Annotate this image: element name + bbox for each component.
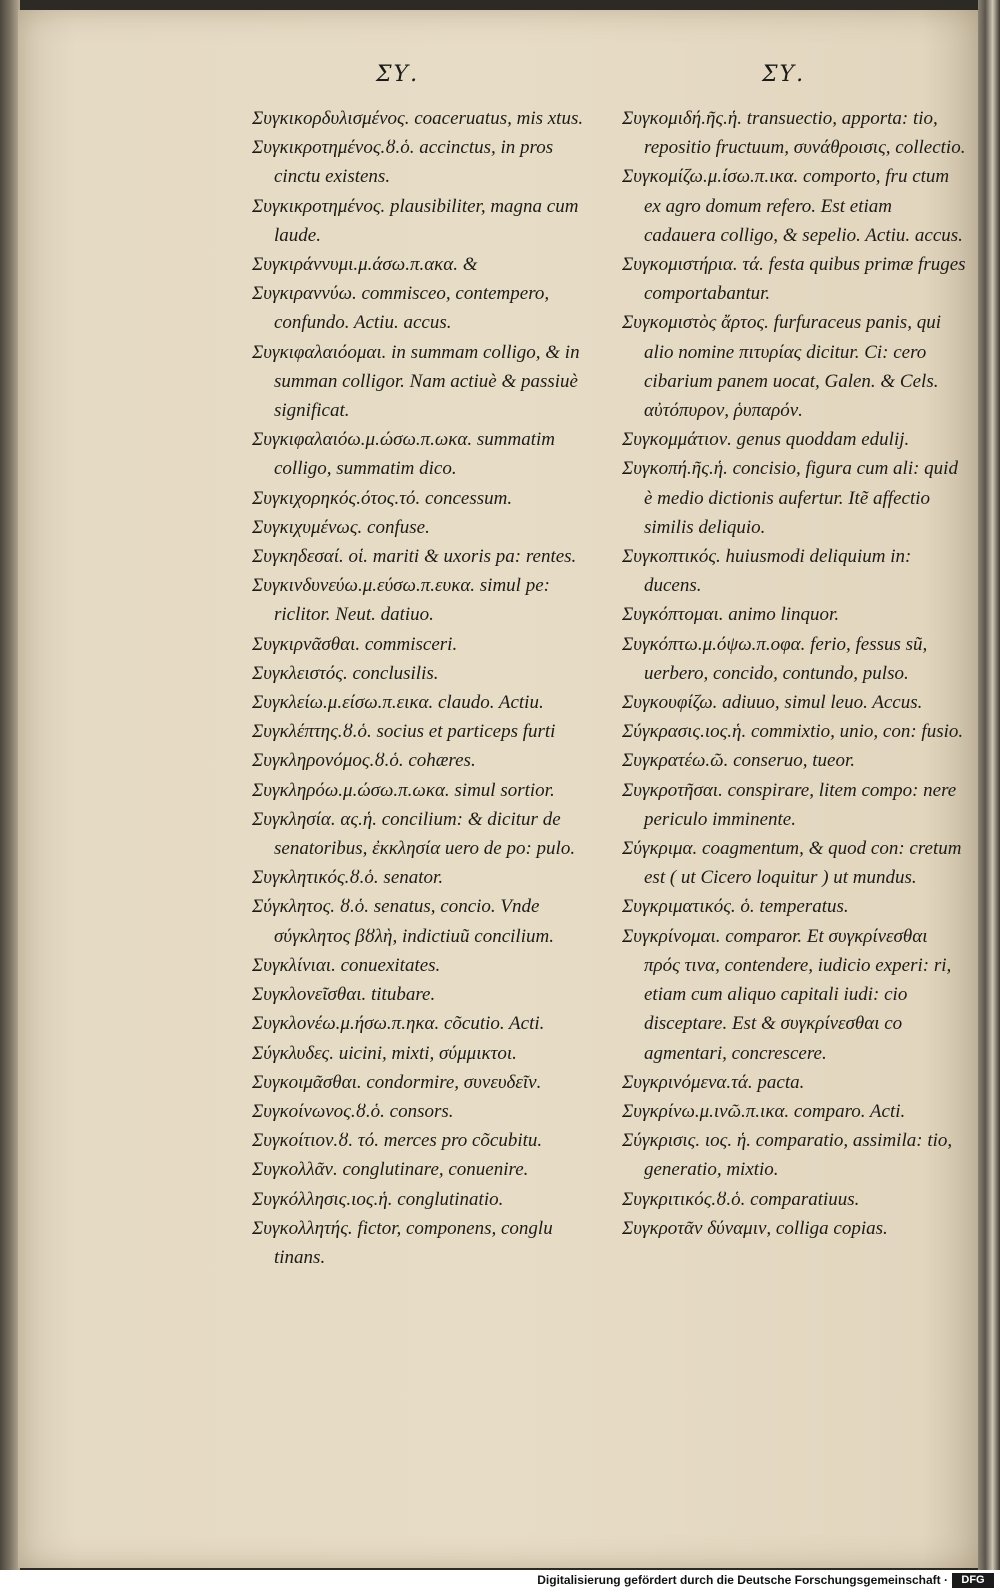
dictionary-entry: Συγκόπτω.μ.όψω.π.οφα. ferio, fessus sũ, uerbero, concido, contundo, pulso. xyxy=(622,633,928,684)
dfg-logo: DFG xyxy=(952,1573,994,1588)
dictionary-column-left xyxy=(252,104,602,1272)
dictionary-entry: Συγκιράννυμι.μ.άσω.π.ακα. & xyxy=(252,254,478,276)
dictionary-entry: Συγκομίζω.μ.ίσω.π.ικα. comporto, fru ctum ex agro domum refero. Est etiam cadauera colligo, & sepelio. Actiu. accus. xyxy=(622,166,963,246)
dictionary-entry: Σύγκρισις. ιος. ἡ. comparatio, assimila: tio, generatio, mixtio. xyxy=(622,1130,953,1181)
running-header-left: ΣΥ. xyxy=(376,62,420,87)
dictionary-entry: Συγκληρόω.μ.ώσω.π.ωκα. simul sortior. xyxy=(252,779,555,801)
footer-credit: Digitalisierung gefördert durch die Deutsche Forschungsgemeinschaft · xyxy=(537,1573,948,1587)
dictionary-entry: Συγκοίτιον.ȣ. τό. merces pro cõcubitu. xyxy=(252,1130,543,1152)
dictionary-entry: Συγκρίνω.μ.ινῶ.π.ικα. comparo. Acti. xyxy=(622,1100,906,1122)
dictionary-entry: Συγκιφαλαιόομαι. in summam colligo, & in summan colligor. Nam actiuè & passiuè significat. xyxy=(252,341,580,422)
dictionary-entry: Συγκλονέω.μ.ήσω.π.ηκα. cõcutio. Acti. xyxy=(252,1013,545,1035)
dictionary-entry: Συγκοιμᾶσθαι. condormire, συνευδεῖν. xyxy=(252,1071,542,1093)
dictionary-entry: Συγκληρονόμος.ȣ.ὁ. cohæres. xyxy=(252,750,476,772)
dictionary-entry: Συγκουφίζω. adiuuo, simul leuo. Accus. xyxy=(622,692,923,714)
dictionary-entry: Συγκροτᾶν δύναμιν, colliga copias. xyxy=(622,1217,888,1239)
dictionary-entry: Συγκικροτημένος.ȣ.ὁ. accinctus, in pros cinctu existens. xyxy=(252,137,554,188)
dictionary-entry: Συγκόλλησις.ιος.ἡ. conglutinatio. xyxy=(252,1188,504,1210)
book-edge-right xyxy=(978,0,1000,1570)
dictionary-entry: Συγκόπτομαι. animo linquor. xyxy=(622,604,840,626)
dictionary-entry: Συγκοπτικός. huiusmodi deliquium in: ducens. xyxy=(622,546,912,597)
dictionary-entry: Συγκηδεσαί. οἱ. mariti & uxoris pa: rentes. xyxy=(252,546,577,568)
dictionary-entry: Συγκιφαλαιόω.μ.ώσω.π.ωκα. summatim colligo, summatim dico. xyxy=(252,429,555,480)
dictionary-entry: Συγκικορδυλισμένος. coaceruatus, mis xtus. xyxy=(252,108,584,129)
dictionary-entry: Συγκλίνιαι. conuexitates. xyxy=(252,954,441,976)
dictionary-entry: Συγκρατέω.ῶ. conseruo, tueor. xyxy=(622,750,855,772)
dictionary-entry: Συγκιρνᾶσθαι. commisceri. xyxy=(252,633,458,655)
dictionary-entry: Συγκριτικός.ȣ.ὁ. comparatiuus. xyxy=(622,1188,860,1210)
dictionary-entry: Σύγκριμα. coagmentum, & quod con: cretum est ( ut Cicero loquitur ) ut mundus. xyxy=(622,838,962,889)
dictionary-entry: Συγκλησία. ας.ἡ. concilium: & dicitur de senatoribus, ἐκκλησία uero de po: pulo. xyxy=(252,808,576,860)
dictionary-entry: Συγκινδυνεύω.μ.εύσω.π.ευκα. simul pe: riclitor. Neut. datiuo. xyxy=(252,575,550,626)
dictionary-entry: Συγκολλητής. fictor, componens, conglu tinans. xyxy=(252,1217,553,1268)
dictionary-entry: Συγκλονεῖσθαι. titubare. xyxy=(252,984,436,1006)
dictionary-entry: Συγκομιστὸς ἄρτος. furfuraceus panis, qui alio nomine πιτυρίας dicitur. Ci: cero cibarium panem uocat, Galen. & Cels. αὐτόπυρον, ῥυπαρόν. xyxy=(622,312,941,422)
dictionary-entry: Συγκικροτημένος. plausibiliter, magna cum laude. xyxy=(252,195,579,246)
dictionary-entry: Συγκλείω.μ.είσω.π.εικα. claudo. Actiu. xyxy=(252,692,544,714)
dictionary-entry: Συγκρίνομαι. comparor. Et συγκρίνεσθαι πρός τινα, contendere, iudicio experi: ri, etiam cum aliquo capitali iudi: cio disceptare. Est & συγκρίνεσθαι co agmentari, concrescere. xyxy=(622,925,952,1064)
dictionary-column-right xyxy=(622,104,967,1243)
dictionary-entry: Συγκιχορηκός.ότος.τό. concessum. xyxy=(252,487,513,509)
dictionary-entry: Συγκλειστός. conclusilis. xyxy=(252,662,439,684)
dictionary-entry: Συγκιραννύω. commisceo, contempero, confundo. Actiu. accus. xyxy=(252,283,550,334)
dictionary-entry: Συγκιχυμένως. confuse. xyxy=(252,516,430,538)
running-header-right: ΣΥ. xyxy=(762,62,806,87)
dictionary-entry: Σύγκρασις.ιος.ἡ. commixtio, unio, con: fusio. xyxy=(622,721,964,743)
dictionary-entry: Συγκοίνωνος.ȣ.ὁ. consors. xyxy=(252,1100,454,1122)
dictionary-entry: Συγκλέπτης.ȣ.ὁ. socius et particeps furti xyxy=(252,721,556,743)
dictionary-entry: Συγκλητικός.ȣ.ὁ. senator. xyxy=(252,867,444,889)
dictionary-entry: Συγκροτῆσαι. conspirare, litem compo: nere periculo imminente. xyxy=(622,779,957,830)
dictionary-entry: Συγκομμάτιον. genus quoddam edulij. xyxy=(622,429,910,451)
dictionary-entry: Συγκοπή.ῆς.ἡ. concisio, figura cum ali: quid è medio dictionis aufertur. Itẽ affectio similis deliquio. xyxy=(622,458,958,538)
dictionary-entry: Συγκολλᾶν. conglutinare, conuenire. xyxy=(252,1159,529,1181)
dictionary-entry: Συγκρινόμενα.τά. pacta. xyxy=(622,1071,805,1093)
dictionary-entry: Συγκομιδή.ῆς.ἡ. transuectio, apporta: tio, repositio fructuum, συνάθροισις, collectio. xyxy=(622,108,966,159)
dictionary-entry: Συγκριματικός. ὁ. temperatus. xyxy=(622,896,849,918)
dictionary-entry: Συγκομιστήρια. τά. festa quibus primæ fruges comportabantur. xyxy=(622,254,966,305)
dictionary-entry: Σύγκλητος. ȣ.ὁ. senatus, concio. Vnde σύγκλητος βȣλὴ, indictiuũ concilium. xyxy=(252,896,554,947)
book-edge-left xyxy=(0,0,20,1570)
dictionary-entry: Σύγκλυδες. uicini, mixti, σύμμικτοι. xyxy=(252,1042,517,1064)
digitization-footer xyxy=(0,1570,1000,1592)
